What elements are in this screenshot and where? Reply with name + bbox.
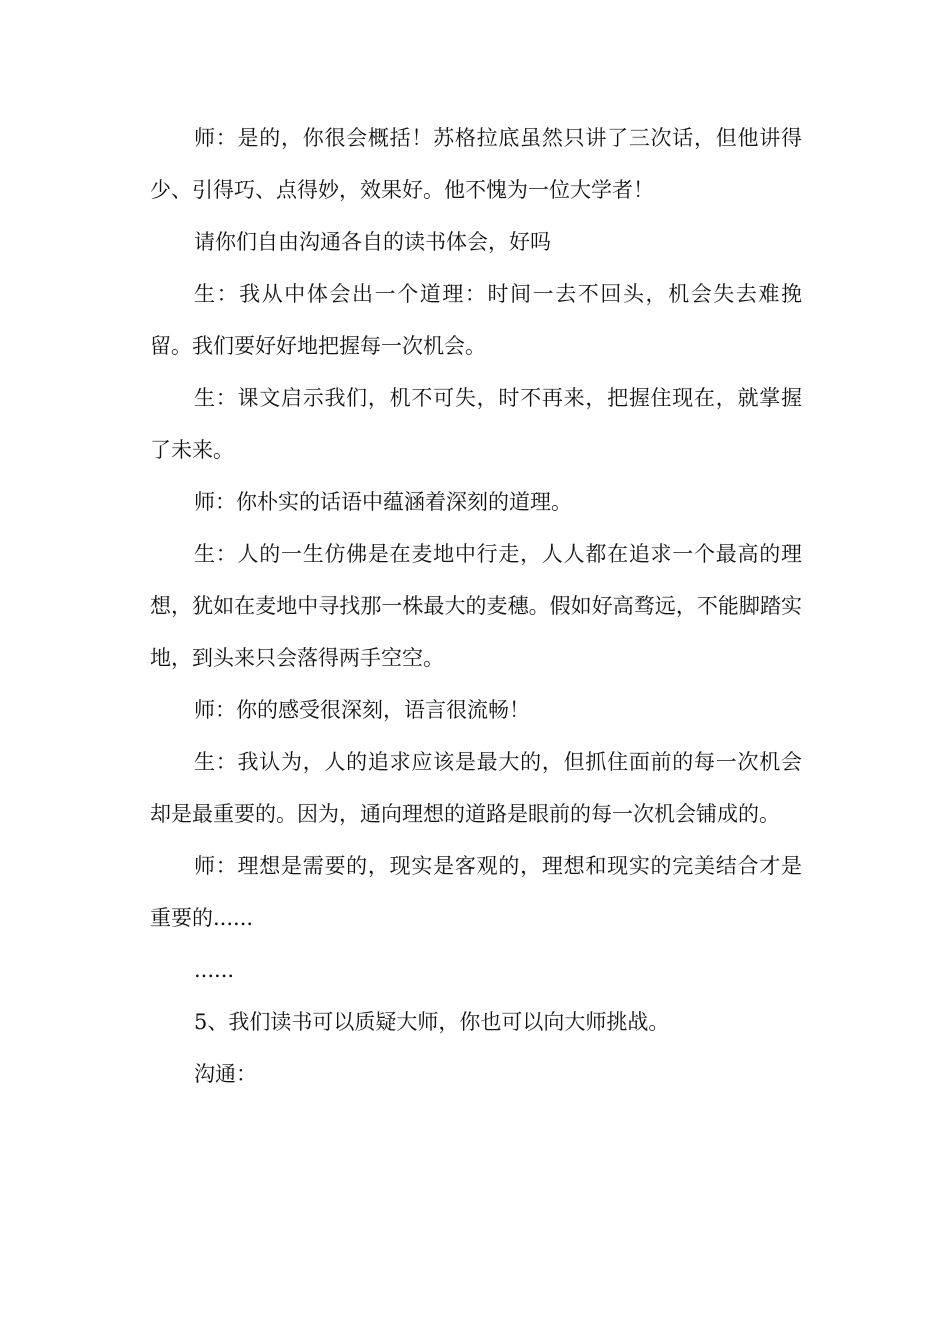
paragraph-student-opportunity: 生：课文启示我们，机不可失，时不再来，把握住现在，就掌握了未来。	[150, 386, 802, 462]
paragraph-teacher-feedback: 师：你的感受很深刻，语言很流畅！	[194, 698, 530, 722]
document-body	[150, 112, 802, 1100]
paragraph-teacher-ideal: 师：理想是需要的，现实是客观的，理想和现实的完美结合才是重要的......	[150, 854, 802, 930]
paragraph-prompt-discussion: 请你们自由沟通各自的读书体会，好吗	[194, 230, 551, 254]
paragraph-communicate: 沟通：	[194, 1062, 257, 1086]
paragraph-item-5: 5、我们读书可以质疑大师，你也可以向大师挑战。	[194, 1010, 670, 1034]
paragraph-student-time: 生：我从中体会出一个道理：时间一去不回头，机会失去难挽留。我们要好好地把握每一次机会。	[150, 282, 802, 358]
paragraph-teacher-praise: 师：你朴实的话语中蕴涵着深刻的道理。	[194, 490, 572, 514]
paragraph-student-life: 生：人的一生仿佛是在麦地中行走，人人都在追求一个最高的理想，犹如在麦地中寻找那一株最大的麦穗。假如好高骛远，不能脚踏实地，到头来只会落得两手空空。	[150, 542, 802, 670]
paragraph-student-pursuit: 生：我认为，人的追求应该是最大的，但抓住面前的每一次机会却是最重要的。因为，通向理想的道路是眼前的每一次机会铺成的。	[150, 750, 802, 826]
paragraph-teacher-summary: 师：是的，你很会概括！苏格拉底虽然只讲了三次话，但他讲得少、引得巧、点得妙，效果好。他不愧为一位大学者！	[150, 126, 802, 202]
paragraph-ellipsis: ......	[194, 958, 235, 982]
